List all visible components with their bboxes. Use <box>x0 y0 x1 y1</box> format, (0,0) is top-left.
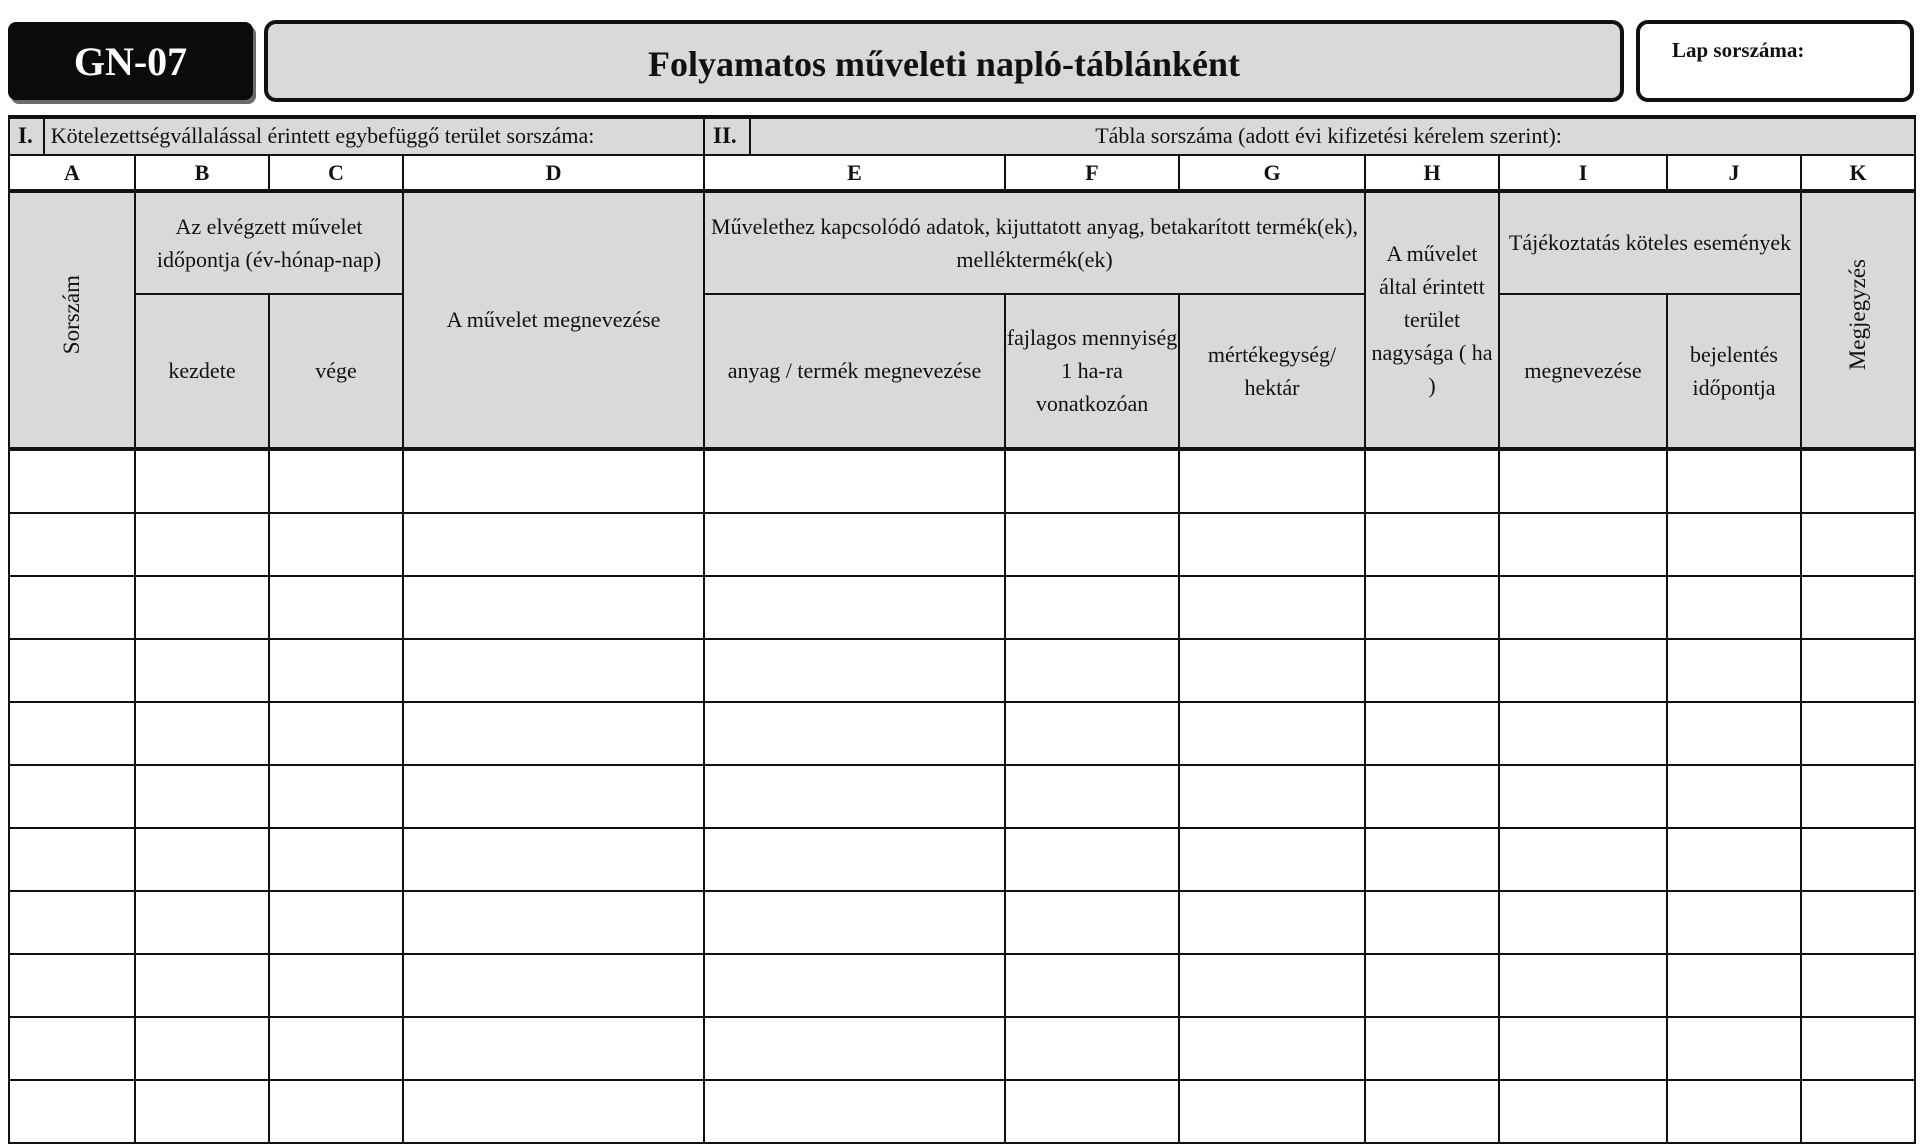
col-letter-a: A <box>9 155 135 191</box>
cell-d[interactable] <box>403 513 704 576</box>
cell-k[interactable] <box>1801 1017 1915 1080</box>
cell-a[interactable] <box>9 702 135 765</box>
col-bc-group-header: Az elvégzett művelet időpontja (év-hónap-nap) <box>135 191 403 294</box>
cell-b[interactable] <box>135 576 269 639</box>
cell-i[interactable] <box>1499 449 1667 513</box>
col-a-header <box>9 191 135 449</box>
cell-i[interactable] <box>1499 891 1667 954</box>
col-letter-g: G <box>1179 155 1365 191</box>
cell-f[interactable] <box>1005 449 1179 513</box>
cell-c[interactable] <box>269 1080 403 1143</box>
cell-f[interactable] <box>1005 639 1179 702</box>
cell-h[interactable] <box>1365 513 1499 576</box>
cell-e[interactable] <box>704 576 1005 639</box>
cell-i[interactable] <box>1499 576 1667 639</box>
cell-k[interactable] <box>1801 702 1915 765</box>
megjegyzes-label: Megjegyzés <box>1844 259 1870 371</box>
cell-k[interactable] <box>1801 639 1915 702</box>
cell-h[interactable] <box>1365 828 1499 891</box>
cell-e[interactable] <box>704 639 1005 702</box>
cell-j[interactable] <box>1667 513 1801 576</box>
cell-b[interactable] <box>135 891 269 954</box>
table-row <box>9 765 1915 828</box>
cell-b[interactable] <box>135 639 269 702</box>
table-row <box>9 1017 1915 1080</box>
cell-g[interactable] <box>1179 828 1365 891</box>
section-1-roman: I. <box>14 119 45 154</box>
cell-a[interactable] <box>9 639 135 702</box>
cell-k[interactable] <box>1801 449 1915 513</box>
cell-g[interactable] <box>1179 513 1365 576</box>
col-ij-group-header: Tájékoztatás köteles események <box>1499 191 1801 294</box>
form-title: Folyamatos műveleti napló-táblánként <box>264 20 1624 102</box>
cell-f[interactable] <box>1005 702 1179 765</box>
col-h-header: A művelet által érintett terület nagysága ( ha ) <box>1365 191 1499 449</box>
cell-g[interactable] <box>1179 891 1365 954</box>
cell-i[interactable] <box>1499 702 1667 765</box>
col-c-header: vége <box>269 294 403 449</box>
cell-g[interactable] <box>1179 954 1365 1017</box>
cell-c[interactable] <box>269 765 403 828</box>
cell-b[interactable] <box>135 513 269 576</box>
cell-h[interactable] <box>1365 1017 1499 1080</box>
col-letter-f: F <box>1005 155 1179 191</box>
table-row <box>9 639 1915 702</box>
page-number-box[interactable] <box>1636 20 1914 102</box>
cell-i[interactable] <box>1499 765 1667 828</box>
cell-c[interactable] <box>269 1017 403 1080</box>
cell-j[interactable] <box>1667 449 1801 513</box>
cell-a[interactable] <box>9 891 135 954</box>
col-f-header: fajlagos mennyiség 1 ha-ra vonatkozóan <box>1005 294 1179 449</box>
sorszam-label: Sorszám <box>58 275 84 355</box>
cell-b[interactable] <box>135 1080 269 1143</box>
cell-b[interactable] <box>135 954 269 1017</box>
col-efg-group-header: Művelethez kapcsolódó adatok, kijuttatott anyag, betakarított termék(ek), melléktermék(ek) <box>704 191 1365 294</box>
column-letter-row <box>9 155 1915 191</box>
cell-f[interactable] <box>1005 576 1179 639</box>
cell-h[interactable] <box>1365 765 1499 828</box>
cell-i[interactable] <box>1499 1080 1667 1143</box>
info-row <box>9 117 1915 155</box>
cell-g[interactable] <box>1179 576 1365 639</box>
cell-i[interactable] <box>1499 828 1667 891</box>
cell-j[interactable] <box>1667 765 1801 828</box>
cell-c[interactable] <box>269 702 403 765</box>
cell-f[interactable] <box>1005 891 1179 954</box>
cell-f[interactable] <box>1005 1080 1179 1143</box>
cell-h[interactable] <box>1365 702 1499 765</box>
cell-a[interactable] <box>9 513 135 576</box>
table-row <box>9 954 1915 1017</box>
cell-c[interactable] <box>269 449 403 513</box>
cell-d[interactable] <box>403 828 704 891</box>
cell-j[interactable] <box>1667 702 1801 765</box>
cell-k[interactable] <box>1801 828 1915 891</box>
table-row <box>9 702 1915 765</box>
cell-c[interactable] <box>269 639 403 702</box>
cell-k[interactable] <box>1801 765 1915 828</box>
cell-f[interactable] <box>1005 828 1179 891</box>
cell-j[interactable] <box>1667 1017 1801 1080</box>
cell-g[interactable] <box>1179 1080 1365 1143</box>
col-letter-b: B <box>135 155 269 191</box>
cell-k[interactable] <box>1801 576 1915 639</box>
col-j-header: bejelentés időpontja <box>1667 294 1801 449</box>
cell-a[interactable] <box>9 1080 135 1143</box>
cell-j[interactable] <box>1667 576 1801 639</box>
cell-i[interactable] <box>1499 639 1667 702</box>
table-row <box>9 513 1915 576</box>
cell-k[interactable] <box>1801 513 1915 576</box>
col-letter-k: K <box>1801 155 1915 191</box>
data-rows <box>9 449 1915 1143</box>
cell-b[interactable] <box>135 828 269 891</box>
cell-d[interactable] <box>403 891 704 954</box>
cell-e[interactable] <box>704 1080 1005 1143</box>
cell-h[interactable] <box>1365 576 1499 639</box>
cell-b[interactable] <box>135 449 269 513</box>
cell-d[interactable] <box>403 449 704 513</box>
cell-c[interactable] <box>269 576 403 639</box>
header-row-1 <box>9 191 1915 294</box>
cell-e[interactable] <box>704 765 1005 828</box>
cell-e[interactable] <box>704 954 1005 1017</box>
section-2-roman: II. <box>709 119 751 154</box>
cell-i[interactable] <box>1499 513 1667 576</box>
cell-b[interactable] <box>135 1017 269 1080</box>
col-k-header <box>1801 191 1915 449</box>
cell-b[interactable] <box>135 765 269 828</box>
table-row <box>9 891 1915 954</box>
cell-c[interactable] <box>269 891 403 954</box>
cell-g[interactable] <box>1179 639 1365 702</box>
col-e-header: anyag / termék megnevezése <box>704 294 1005 449</box>
operation-log-table <box>8 115 1916 1144</box>
header-row-2 <box>9 294 1915 449</box>
cell-f[interactable] <box>1005 513 1179 576</box>
cell-c[interactable] <box>269 828 403 891</box>
col-letter-h: H <box>1365 155 1499 191</box>
cell-a[interactable] <box>9 828 135 891</box>
cell-d[interactable] <box>403 954 704 1017</box>
col-letter-i: I <box>1499 155 1667 191</box>
cell-d[interactable] <box>403 1080 704 1143</box>
cell-b[interactable] <box>135 702 269 765</box>
cell-e[interactable] <box>704 513 1005 576</box>
cell-d[interactable] <box>403 639 704 702</box>
col-letter-j: J <box>1667 155 1801 191</box>
section-2-label: Tábla sorszáma (adott évi kifizetési kérelem szerint): <box>1095 123 1562 148</box>
cell-a[interactable] <box>9 449 135 513</box>
col-letter-d: D <box>403 155 704 191</box>
table-row <box>9 1080 1915 1143</box>
form-code-badge: GN-07 <box>8 22 253 100</box>
cell-c[interactable] <box>269 513 403 576</box>
cell-a[interactable] <box>9 1017 135 1080</box>
col-g-header: mértékegység/ hektár <box>1179 294 1365 449</box>
col-letter-e: E <box>704 155 1005 191</box>
cell-e[interactable] <box>704 891 1005 954</box>
cell-h[interactable] <box>1365 954 1499 1017</box>
cell-k[interactable] <box>1801 1080 1915 1143</box>
cell-g[interactable] <box>1179 765 1365 828</box>
col-letter-c: C <box>269 155 403 191</box>
cell-e[interactable] <box>704 828 1005 891</box>
cell-d[interactable] <box>403 702 704 765</box>
cell-i[interactable] <box>1499 1017 1667 1080</box>
page-number-label: Lap sorszáma: <box>1672 38 1805 62</box>
cell-g[interactable] <box>1179 449 1365 513</box>
cell-k[interactable] <box>1801 891 1915 954</box>
cell-h[interactable] <box>1365 891 1499 954</box>
col-d-header: A művelet megnevezése <box>403 191 704 449</box>
cell-j[interactable] <box>1667 891 1801 954</box>
section-2-cell[interactable] <box>704 117 1915 155</box>
cell-j[interactable] <box>1667 828 1801 891</box>
cell-j[interactable] <box>1667 954 1801 1017</box>
section-1-cell[interactable] <box>9 117 704 155</box>
cell-a[interactable] <box>9 576 135 639</box>
table-row <box>9 576 1915 639</box>
cell-h[interactable] <box>1365 449 1499 513</box>
cell-a[interactable] <box>9 954 135 1017</box>
cell-e[interactable] <box>704 449 1005 513</box>
cell-g[interactable] <box>1179 1017 1365 1080</box>
cell-h[interactable] <box>1365 1080 1499 1143</box>
cell-d[interactable] <box>403 765 704 828</box>
col-b-header: kezdete <box>135 294 269 449</box>
col-i-header: megnevezése <box>1499 294 1667 449</box>
cell-f[interactable] <box>1005 765 1179 828</box>
cell-f[interactable] <box>1005 954 1179 1017</box>
cell-e[interactable] <box>704 1017 1005 1080</box>
cell-j[interactable] <box>1667 1080 1801 1143</box>
cell-c[interactable] <box>269 954 403 1017</box>
cell-h[interactable] <box>1365 639 1499 702</box>
cell-a[interactable] <box>9 765 135 828</box>
table-row <box>9 828 1915 891</box>
cell-f[interactable] <box>1005 1017 1179 1080</box>
table-row <box>9 449 1915 513</box>
cell-g[interactable] <box>1179 702 1365 765</box>
cell-d[interactable] <box>403 1017 704 1080</box>
section-1-label: Kötelezettségvállalással érintett egybefüggő terület sorszáma: <box>50 123 595 148</box>
cell-i[interactable] <box>1499 954 1667 1017</box>
cell-k[interactable] <box>1801 954 1915 1017</box>
cell-j[interactable] <box>1667 639 1801 702</box>
cell-d[interactable] <box>403 576 704 639</box>
cell-e[interactable] <box>704 702 1005 765</box>
